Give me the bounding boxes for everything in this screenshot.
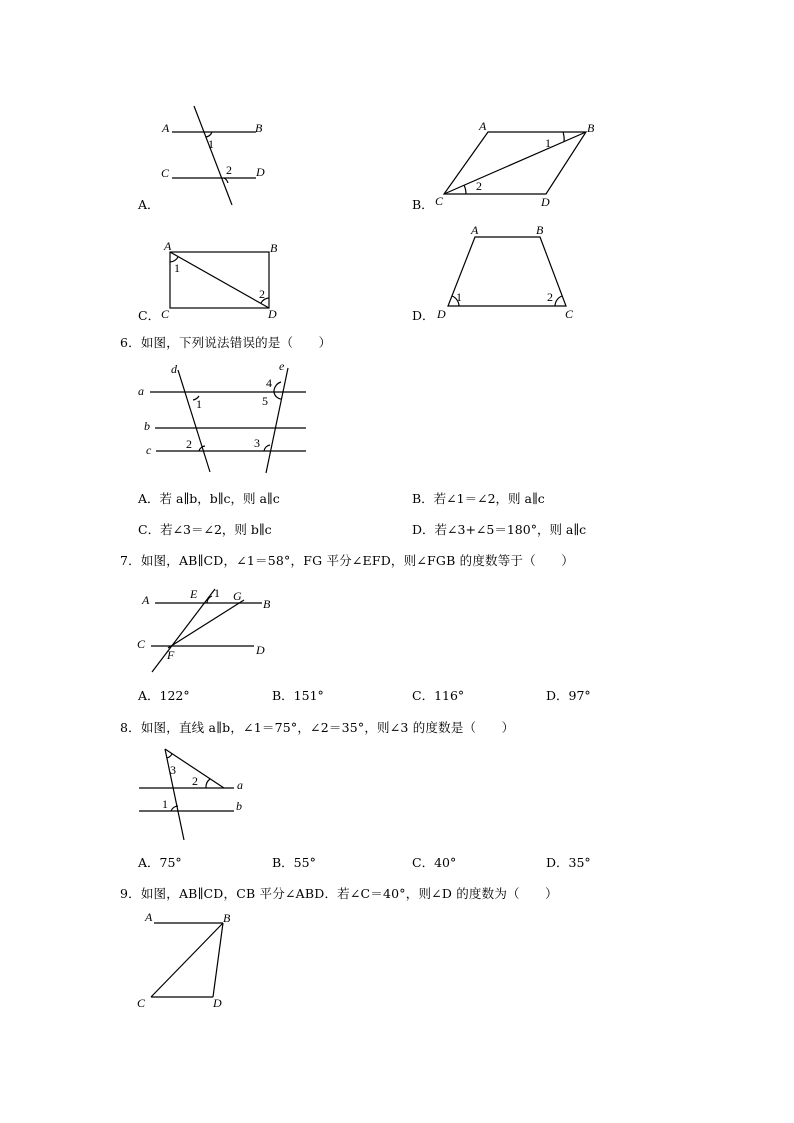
q8-fig-angle-2: 2	[192, 774, 198, 788]
q6-fig-label-d: d	[171, 362, 177, 376]
q5-fig-c-label-D: D	[268, 307, 277, 321]
q9-stem: 9．如图，AB∥CD，CB 平分∠ABD．若∠C＝40°，则∠D 的度数为（ ）	[120, 886, 558, 901]
q5-fig-a-label-C: C	[161, 166, 170, 180]
q7-stem: 7．如图，AB∥CD，∠1＝58°，FG 平分∠EFD，则∠FGB 的度数等于（ ）	[120, 553, 574, 568]
q6-fig-label-b: b	[144, 419, 150, 433]
q5-fig-b-angle-1: 1	[545, 136, 551, 150]
q6-option-c[interactable]: C．若∠3＝∠2，则 b∥c	[138, 522, 272, 537]
q6-option-b[interactable]: B．若∠1＝∠2，则 a∥c	[412, 491, 545, 506]
q7-fig-label-F: F	[167, 648, 175, 662]
q5-fig-c-angle-2: 2	[259, 287, 265, 301]
q5-fig-c-label-A: A	[164, 239, 172, 253]
q6-fig-label-e: e	[279, 359, 285, 373]
q7-fig-label-D: D	[256, 643, 265, 657]
q6-stem: 6．如图，下列说法错误的是（ ）	[120, 335, 332, 350]
q7-fig-angle-1: 1	[214, 586, 220, 600]
q8-stem: 8．如图，直线 a∥b，∠1＝75°，∠2＝35°，则∠3 的度数是（ ）	[120, 720, 515, 735]
q5-fig-c-label-B: B	[270, 241, 278, 255]
q9-fig-lines	[151, 923, 223, 997]
q5-fig-d-label-A: A	[471, 223, 479, 237]
q8-option-a[interactable]: A．75°	[138, 855, 182, 870]
q7-fig-label-C: C	[137, 637, 146, 651]
q8-option-d[interactable]: D．35°	[546, 855, 591, 870]
q5-option-b[interactable]: B．	[412, 197, 434, 212]
q7-fig-label-G: G	[233, 589, 242, 603]
q5-option-a[interactable]: A．	[138, 197, 160, 212]
q5-fig-b-label-B: B	[587, 121, 595, 135]
q6-option-d[interactable]: D．若∠3+∠5＝180°，则 a∥c	[412, 522, 587, 537]
q5-fig-b-angle-2: 2	[476, 179, 482, 193]
q7-option-b[interactable]: B．151°	[272, 688, 324, 703]
q6-option-a[interactable]: A．若 a∥b，b∥c，则 a∥c	[138, 491, 280, 506]
q8-option-c[interactable]: C．40°	[412, 855, 457, 870]
q9-fig-label-C: C	[137, 996, 146, 1010]
q5-fig-c-angle-1: 1	[174, 261, 180, 275]
q5-fig-d-label-C: C	[565, 307, 574, 321]
q5-option-d[interactable]: D．	[412, 308, 435, 323]
q7-option-d[interactable]: D．97°	[546, 688, 591, 703]
q5-fig-a-label-D: D	[256, 165, 265, 179]
q7-fig-label-A: A	[142, 593, 150, 607]
q6-fig-angle-5: 5	[262, 394, 268, 408]
q7-option-c[interactable]: C．116°	[412, 688, 465, 703]
q6-fig-angle-4: 4	[266, 376, 272, 390]
q6-fig-angle-3: 3	[254, 436, 260, 450]
q6-fig-label-c: c	[146, 443, 152, 457]
q8-fig-angle-1: 1	[162, 797, 168, 811]
q6-fig-angle-1: 1	[196, 397, 202, 411]
q5-option-c[interactable]: C．	[138, 308, 161, 323]
q8-fig-label-a: a	[237, 778, 243, 792]
q5-fig-a-label-B: B	[255, 121, 263, 135]
q7-fig-label-B: B	[263, 597, 271, 611]
q8-fig-label-b: b	[236, 799, 242, 813]
q7-option-a[interactable]: A．122°	[138, 688, 190, 703]
q9-fig-label-A: A	[145, 910, 153, 924]
q9-fig-label-B: B	[223, 911, 231, 925]
q9-fig-label-D: D	[213, 996, 222, 1010]
q5-fig-a-angle-2: 2	[226, 163, 232, 177]
q5-fig-b-label-C: C	[435, 194, 444, 208]
q7-fig-label-E: E	[190, 587, 198, 601]
q6-fig-label-a: a	[138, 384, 144, 398]
q8-fig-angle-3: 3	[170, 763, 176, 777]
q5-fig-a-label-A: A	[162, 121, 170, 135]
q8-option-b[interactable]: B．55°	[272, 855, 316, 870]
q5-fig-d-angle-1: 1	[456, 290, 462, 304]
q5-fig-d-label-D: D	[437, 307, 446, 321]
q5-fig-d-angle-2: 2	[547, 290, 553, 304]
q5-fig-a-angle-1: 1	[208, 137, 214, 151]
q5-fig-c-label-C: C	[161, 307, 170, 321]
q5-fig-b-label-D: D	[541, 195, 550, 209]
q5-fig-d-label-B: B	[536, 223, 544, 237]
q6-fig-angle-2: 2	[186, 437, 192, 451]
q5-fig-b-label-A: A	[479, 119, 487, 133]
